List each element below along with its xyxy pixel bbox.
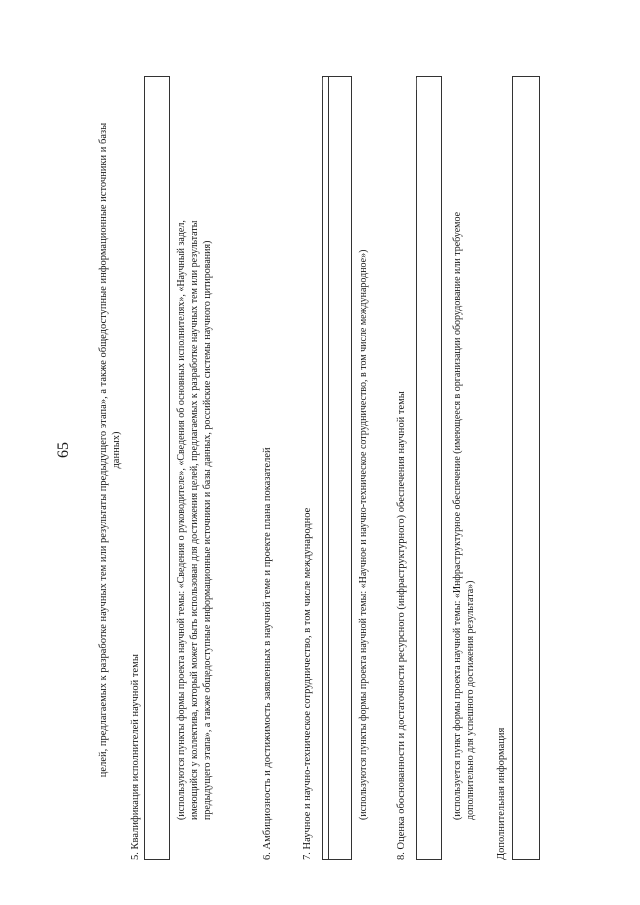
box-corner-mark: [322, 78, 323, 90]
section-8-note-line-2: дополнительно для успешного достижения результата»): [465, 580, 476, 820]
section-6-heading: 6. Амбициозность и достижимость заявленных в научной теме и проекте плана показателей: [262, 447, 273, 860]
intro-line-1: целей, предлагаемых к разработке научных тем или результаты предыдущего этапа», а также общедоступные информационные источники и базы: [98, 122, 109, 778]
additional-info-heading: Дополнительная информация: [496, 727, 507, 860]
section-7-note: (используются пункты формы проекта научной темы: «Научное и научно-техническое сотрудничество, в том числе международное»): [358, 249, 369, 820]
rotated-content: [55, 40, 600, 860]
section-5-heading: 5. Квалификация исполнителей научной темы: [130, 654, 141, 860]
section-5-answer-box[interactable]: [144, 76, 170, 860]
page-number: 65: [55, 442, 72, 458]
section-8-heading: 8. Оценка обоснованности и достаточности ресурсного (инфраструктурного) обеспечения научной темы: [396, 391, 407, 860]
additional-info-box[interactable]: [512, 76, 540, 860]
section-8-note-line-1: (используется пункт формы проекта научной темы: «Инфраструктурное обеспечение (имеющееся в организации оборудование или требуемое: [452, 211, 463, 820]
section-7-answer-box[interactable]: [328, 76, 352, 860]
section-5-note-line-3: предыдущего этапа», а также общедоступные информационные источники и базы данных, российские системы научного цитирования): [202, 240, 213, 820]
box-corner-mark: [416, 78, 417, 90]
section-5-note-line-1: (используются пункты формы проекта научной темы: «Сведения о руководителе», «Сведения об основных исполнителях», «Научный задел,: [176, 220, 187, 820]
intro-line-2: данных): [111, 431, 122, 469]
section-7-heading: 7. Научное и научно-техническое сотрудничество, в том числе международное: [302, 507, 313, 860]
section-8-answer-box[interactable]: [416, 76, 442, 860]
section-5-note-line-2: имеющийся у коллектива, который может быть использован для достижения целей, предлагаемых к разработке научных тем или результаты: [189, 220, 200, 820]
